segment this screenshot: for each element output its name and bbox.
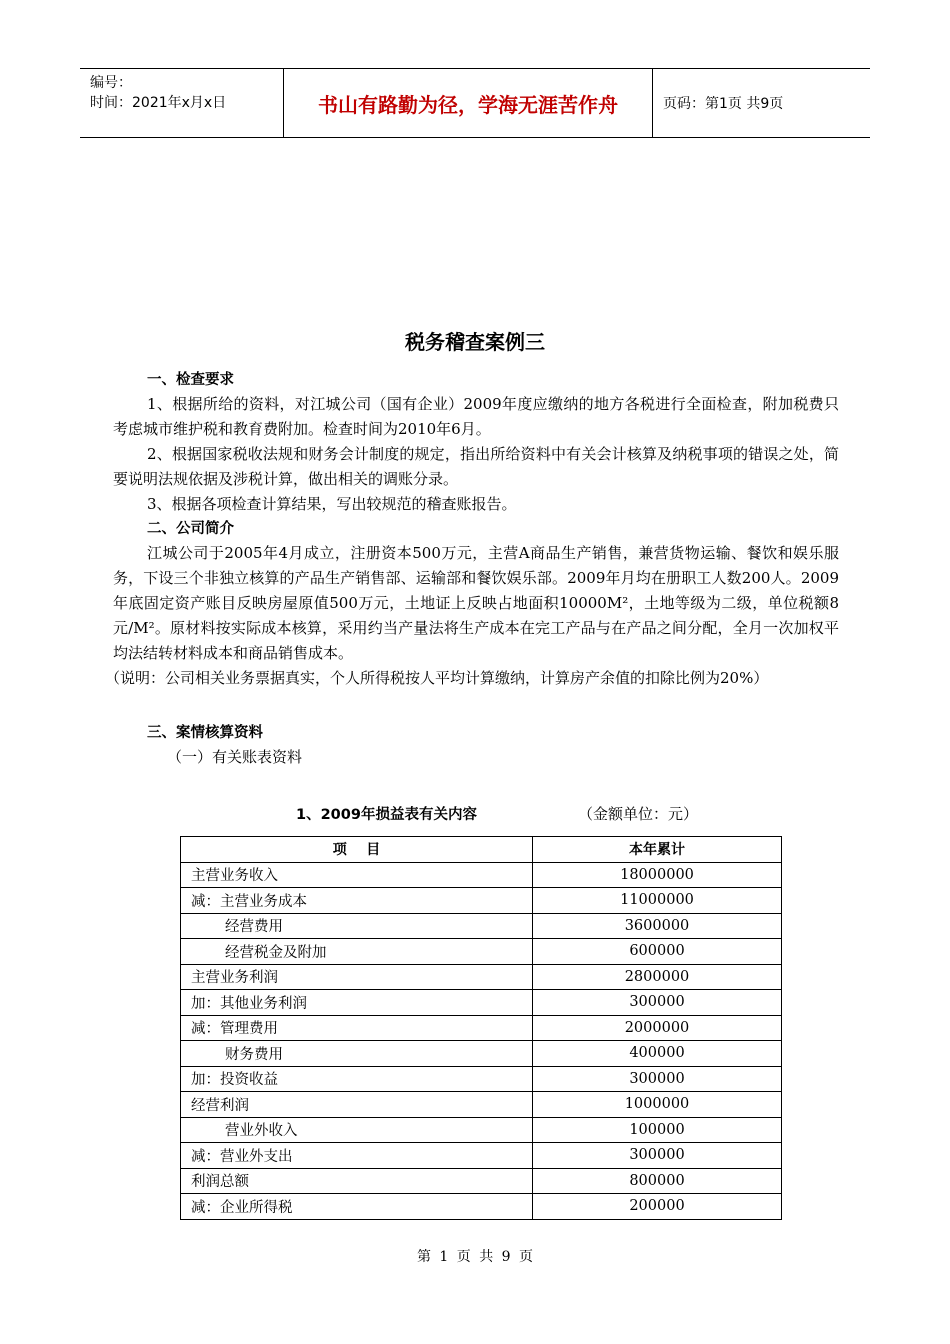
table-row (181, 1143, 782, 1169)
table-unit: （金额单位：元） (578, 805, 699, 823)
row-item: 主营业务利润 (181, 964, 533, 990)
row-item: 减：主营业务成本 (181, 888, 533, 914)
row-item: 加：其他业务利润 (181, 990, 533, 1016)
row-item: 财务费用 (181, 1041, 533, 1067)
row-item: 经营利润 (181, 1092, 533, 1118)
row-value: 400000 (533, 1041, 782, 1067)
row-value: 3600000 (533, 913, 782, 939)
document-title: 税务稽查案例三 (405, 330, 545, 354)
table-row (181, 939, 782, 965)
row-item: 加：投资收益 (181, 1066, 533, 1092)
row-item: 营业外收入 (181, 1117, 533, 1143)
row-value: 1000000 (533, 1092, 782, 1118)
table-row (181, 1066, 782, 1092)
income-statement-table (180, 836, 782, 1220)
row-value: 300000 (533, 1066, 782, 1092)
table-row (181, 1117, 782, 1143)
section-heading-case-data: 三、案情核算资料 (147, 725, 263, 741)
table-title: 1、2009年损益表有关内容 (296, 807, 477, 823)
row-item: 经营费用 (181, 913, 533, 939)
section-heading-company: 二、公司简介 (147, 521, 234, 537)
table-row (181, 1015, 782, 1041)
row-value: 11000000 (533, 888, 782, 914)
company-note: （说明：公司相关业务票据真实，个人所得税按人平均计算缴纳，计算房产余值的扣除比例为20%） (105, 669, 769, 687)
table-row (181, 1168, 782, 1194)
row-value: 2000000 (533, 1015, 782, 1041)
table-header-row (181, 837, 782, 863)
row-item: 主营业务收入 (181, 862, 533, 888)
table-row (181, 862, 782, 888)
row-value: 300000 (533, 1143, 782, 1169)
table-row (181, 913, 782, 939)
header-meta (80, 69, 283, 137)
company-description: 江城公司于2005年4月成立，注册资本500万元，主营A商品生产销售，兼营货物运输、餐饮和娱乐服务，下设三个非独立核算的产品生产销售部、运输部和餐饮娱乐部。2009年月均在册职工人数200人。2009年底固定资产账目反映房屋原值500万元，土地证上反映占地面积10000M²，土地等级为二级，单位税额8元/M²。原材料按实际成本核算，采用约当产量法将生产成本在完工产品与在产品之间分配，全月一次加权平均法结转材料成本和商品销售成本。 (113, 544, 839, 662)
requirement-3: 3、根据各项检查计算结果，写出较规范的稽查账报告。 (147, 495, 517, 513)
table-row (181, 888, 782, 914)
header-page-info: 页码：第1页 共9页 (663, 96, 784, 112)
column-header-value: 本年累计 (533, 837, 782, 863)
page-footer: 第 1 页 共 9 页 (416, 1249, 534, 1265)
table-row (181, 990, 782, 1016)
table-row (181, 1041, 782, 1067)
row-value: 600000 (533, 939, 782, 965)
row-value: 800000 (533, 1168, 782, 1194)
row-value: 200000 (533, 1194, 782, 1220)
table-row (181, 964, 782, 990)
spacer (113, 691, 839, 721)
row-value: 2800000 (533, 964, 782, 990)
number-label: 编号： (90, 75, 132, 91)
row-item: 经营税金及附加 (181, 939, 533, 965)
section-heading-requirements: 一、检查要求 (147, 372, 234, 388)
time-label: 时间：2021年x月x日 (90, 95, 227, 111)
row-item: 减：营业外支出 (181, 1143, 533, 1169)
row-value: 18000000 (533, 862, 782, 888)
document-body (105, 368, 839, 770)
row-value: 300000 (533, 990, 782, 1016)
row-item: 减：管理费用 (181, 1015, 533, 1041)
table-row (181, 1194, 782, 1220)
table-row (181, 1092, 782, 1118)
requirement-1: 1、根据所给的资料，对江城公司（国有企业）2009年度应缴纳的地方各税进行全面检查，附加税费只考虑城市维护税和教育费附加。检查时间为2010年6月。 (113, 395, 839, 438)
column-header-item: 项 目 (181, 837, 533, 863)
subsection-accounts: （一）有关账表资料 (167, 748, 303, 766)
row-item: 利润总额 (181, 1168, 533, 1194)
row-value: 100000 (533, 1117, 782, 1143)
requirement-2: 2、根据国家税收法规和财务会计制度的规定，指出所给资料中有关会计核算及纳税事项的错误之处，简要说明法规依据及涉税计算，做出相关的调账分录。 (113, 445, 839, 488)
row-item: 减：企业所得税 (181, 1194, 533, 1220)
header-motto: 书山有路勤为径，学海无涯苦作舟 (283, 69, 653, 137)
page-header (80, 68, 870, 138)
